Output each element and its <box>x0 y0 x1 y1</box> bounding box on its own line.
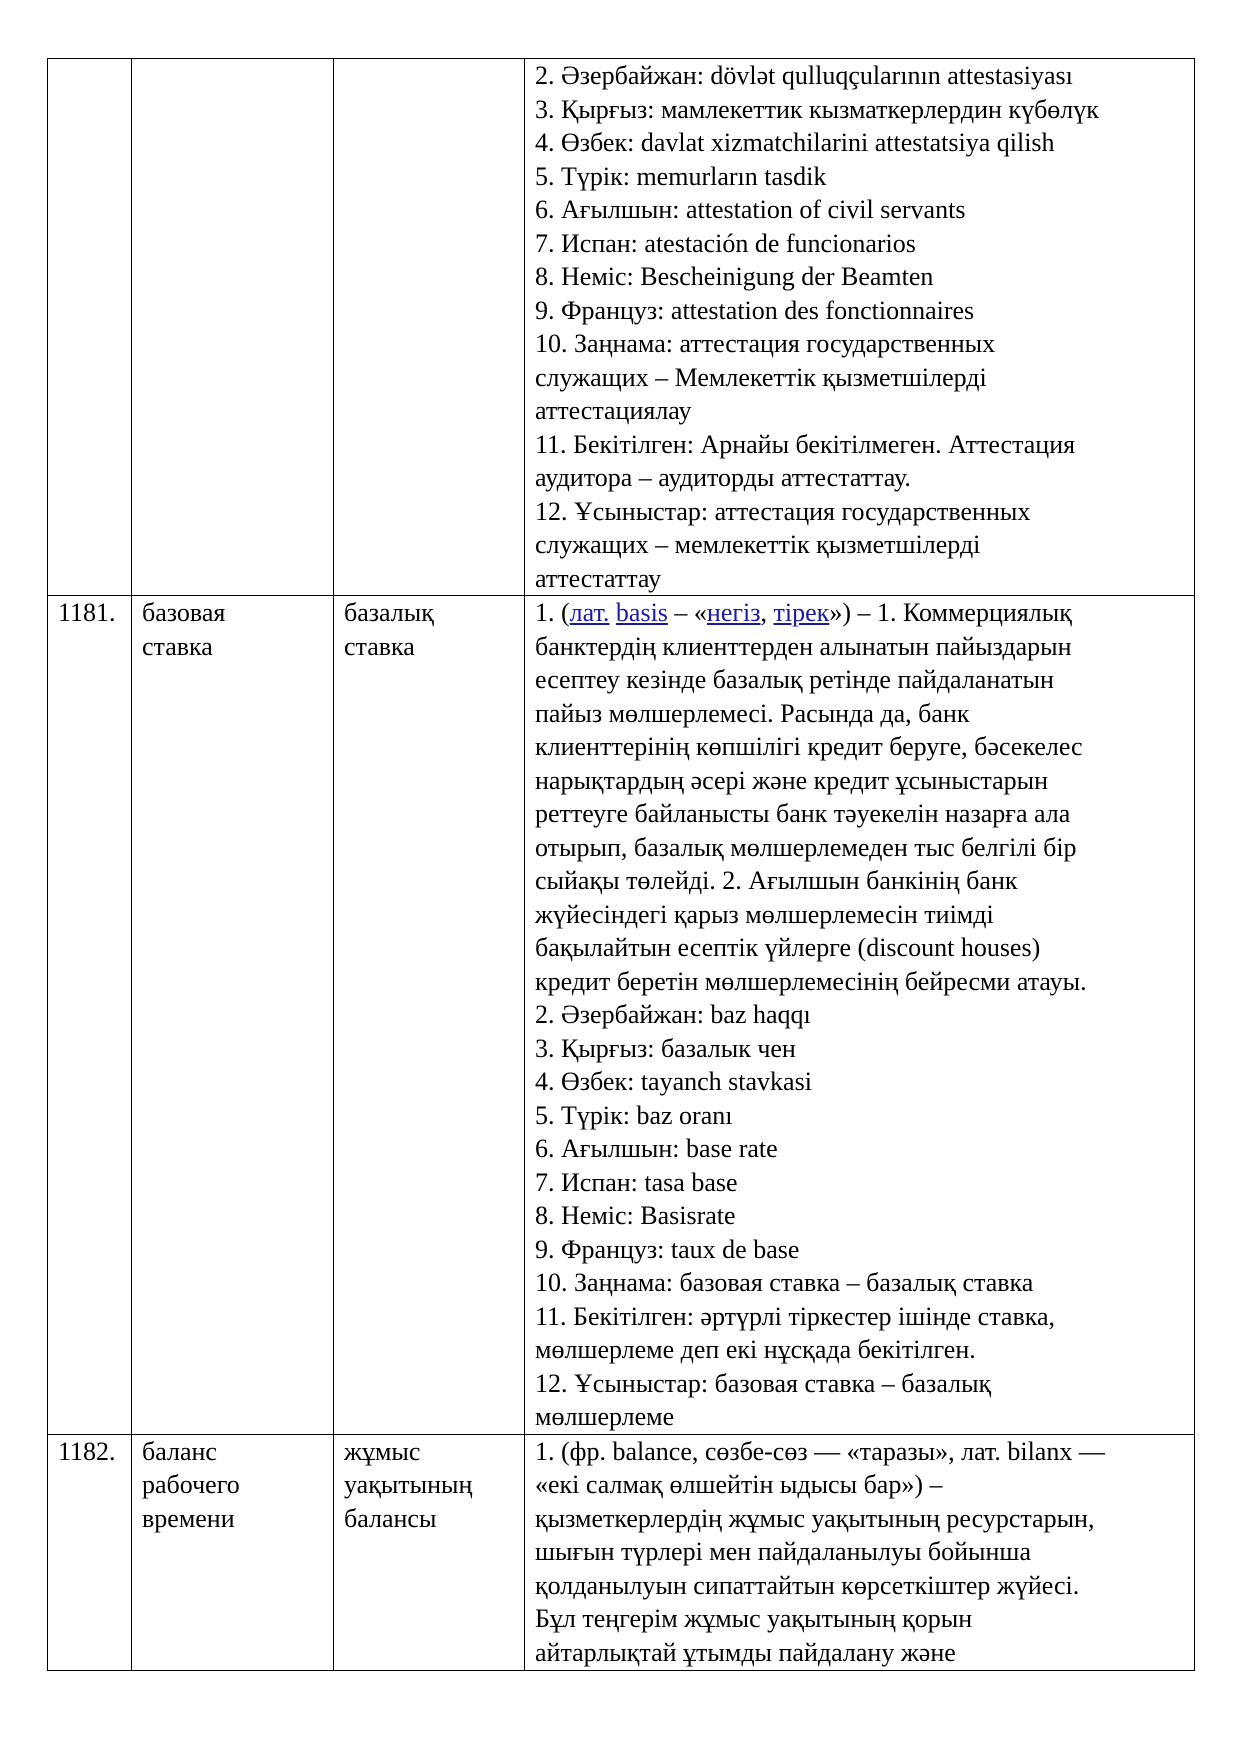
link-lat[interactable]: лат. <box>569 598 610 627</box>
dash-quote: – « <box>667 598 707 627</box>
term-line: жұмыс <box>344 1436 421 1466</box>
term-line: ставка <box>344 631 415 661</box>
link-separator: , <box>760 598 774 627</box>
definition-line: 1. (фр. balance, сөзбе-сөз — «таразы», лат. bilanx — <box>535 1436 1105 1466</box>
definition-line: 10. Заңнама: аттестация государственных <box>535 329 996 358</box>
definition-line: аттестациялау <box>535 396 692 425</box>
definition-line: аттестаттау <box>535 563 662 593</box>
definition-line: служащих – мемлекеттік қызметшілерді <box>535 530 981 559</box>
term-line: рабочего <box>142 1470 240 1499</box>
term-kazakh <box>334 59 525 596</box>
definition-line: қолданылуын сипаттайтын көрсеткіштер жүйесі. <box>535 1570 1080 1600</box>
definition-line: айтарлықтай ұтымды пайдалану және <box>535 1637 956 1667</box>
term-line: базалық <box>344 598 434 627</box>
term-line: балансы <box>344 1503 437 1533</box>
definition-line: мөлшерлеме <box>535 1402 675 1431</box>
definition-line: 5. Түрік: memurların tasdik <box>535 161 827 191</box>
definition-line: «екі салмақ өлшейтін ыдысы бар») – <box>535 1470 943 1499</box>
link-tirek[interactable]: тірек <box>773 598 830 627</box>
definition-line: 9. Француз: attestation des fonctionnaires <box>535 295 975 325</box>
definition-line: 10. Заңнама: базовая ставка – базалық ставка <box>535 1268 1034 1297</box>
link-negiz[interactable]: негіз <box>706 598 761 627</box>
definition-line: 11. Бекітілген: Арнайы бекітілмеген. Аттестация <box>535 429 1076 459</box>
definition-line: 5. Түрік: baz oranı <box>535 1100 733 1130</box>
definition-line <box>535 596 1186 630</box>
definition-prefix: 1. ( <box>535 598 570 627</box>
definition-line: сыйақы төлейді. 2. Ағылшын банкінің банк <box>535 866 1018 895</box>
definition-line: шығын түрлері мен пайдаланылуы бойынша <box>535 1537 1031 1566</box>
definition-line: кредит беретін мөлшерлемесінің бейресми атауы. <box>535 966 1087 996</box>
entry-number: 1182. <box>48 1434 132 1670</box>
definition-line: 8. Неміс: Bescheinigung der Beamten <box>535 262 934 291</box>
term-line: уақытының <box>344 1470 473 1499</box>
definition-line: мөлшерлеме деп екі нұсқада бекітілген. <box>535 1335 976 1364</box>
definition-line: 2. Әзербайжан: baz haqqı <box>535 1000 811 1029</box>
definition-line: нарықтардың әсері және кредит ұсыныстарын <box>535 765 1049 795</box>
table-row <box>48 59 1195 596</box>
definition-line: есептеу кезінде базалық ретінде пайдаланатын <box>535 665 1054 694</box>
definition-suffix: ») – 1. Коммерциялық <box>829 598 1072 627</box>
glossary-table <box>47 58 1195 1671</box>
definition-line: 9. Француз: taux de base <box>535 1234 800 1264</box>
term-line: времени <box>142 1503 235 1533</box>
definition-line: отырып, базалық мөлшерлемеден тыс белгілі бір <box>535 832 1077 862</box>
definition-line: Бұл теңгерім жұмыс уақытының қорын <box>535 1604 973 1633</box>
definition-line: 11. Бекітілген: әртүрлі тіркестер ішінде ставка, <box>535 1301 1055 1331</box>
definition-line: 12. Ұсыныстар: базовая ставка – базалық <box>535 1368 992 1398</box>
term-kazakh <box>334 1434 525 1670</box>
definition-line: аудитора – аудиторды аттестаттау. <box>535 463 911 492</box>
definition-line: 6. Ағылшын: attestation of civil servants <box>535 195 966 224</box>
definition-line: жүйесіндегі қарыз мөлшерлемесін тиімді <box>535 899 994 929</box>
definition-line: реттеуге байланысты банк тәуекелін назарға ала <box>535 799 1071 828</box>
term-kazakh <box>334 596 525 1435</box>
definition-line: 8. Неміс: Basisrate <box>535 1201 736 1230</box>
definition-line: пайыз мөлшерлемесі. Расында да, банк <box>535 698 970 728</box>
definition-line: 4. Өзбек: davlat xizmatchilarini attestatsiya qilish <box>535 128 1055 157</box>
term-russian <box>132 59 334 596</box>
table-row <box>48 1434 1195 1670</box>
table-row <box>48 596 1195 1435</box>
definition-line: бақылайтын есептік үйлерге (discount houses) <box>535 933 1041 962</box>
entry-number: 1181. <box>48 596 132 1435</box>
definition-line: 7. Испан: tasa base <box>535 1167 738 1197</box>
definition-line: 2. Әзербайжан: dövlət qulluqçularının attestasiyası <box>535 61 1073 90</box>
term-definition <box>525 596 1195 1435</box>
definition-line: служащих – Мемлекеттік қызметшілерді <box>535 362 987 392</box>
term-line: баланс <box>142 1436 217 1466</box>
definition-line: 6. Ағылшын: base rate <box>535 1134 778 1163</box>
definition-line: 3. Қырғыз: мамлекеттик кызматкерлердин күбөлүк <box>535 94 1099 124</box>
definition-line: 3. Қырғыз: базалык чен <box>535 1033 796 1063</box>
term-line: базовая <box>142 598 226 627</box>
definition-line: клиенттерінің көпшілігі кредит беруге, бәсекелес <box>535 732 1083 761</box>
entry-number <box>48 59 132 596</box>
term-definition <box>525 1434 1195 1670</box>
definition-line: 7. Испан: atestación de funcionarios <box>535 228 916 258</box>
definition-line: қызметкерлердің жұмыс уақытының ресурстарын, <box>535 1503 1095 1533</box>
definition-line: банктердің клиенттерден алынатын пайыздарын <box>535 631 1072 661</box>
definition-line: 4. Өзбек: tayanch stavkasi <box>535 1067 812 1096</box>
term-russian <box>132 596 334 1435</box>
term-line: ставка <box>142 631 213 661</box>
term-russian <box>132 1434 334 1670</box>
term-definition <box>525 59 1195 596</box>
link-basis[interactable]: basis <box>615 598 668 627</box>
definition-line: 12. Ұсыныстар: аттестация государственных <box>535 496 1031 526</box>
